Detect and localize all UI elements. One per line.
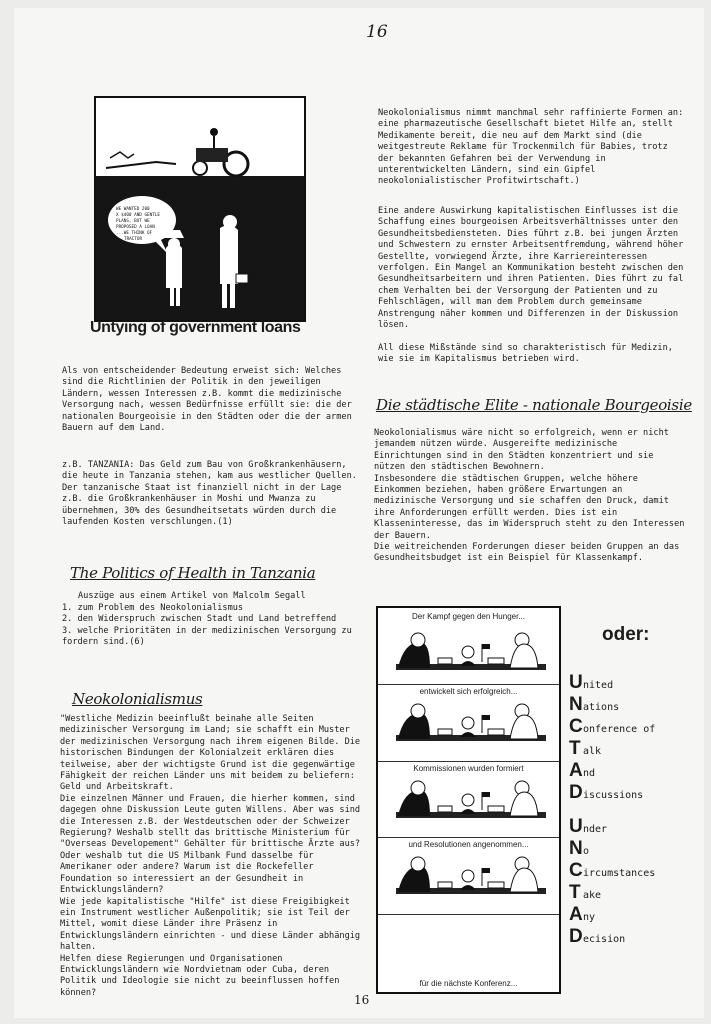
politics-list bbox=[62, 603, 364, 649]
neokolonialismus-heading: Neokolonialismus bbox=[72, 690, 203, 708]
acronym-row bbox=[569, 738, 699, 760]
acronym-word: nited bbox=[583, 680, 614, 691]
acronym-letter: T bbox=[569, 738, 581, 759]
panel-caption: und Resolutionen angenommen... bbox=[408, 840, 529, 850]
cartoon-drawing bbox=[96, 98, 304, 320]
acronym-row bbox=[569, 716, 699, 738]
cartoon-panel bbox=[378, 915, 559, 992]
acronym-letter: A bbox=[569, 904, 583, 925]
list-item: 2. den Widerspruch zwischen Stadt und Land betreffend bbox=[62, 614, 337, 625]
delegates-drawing bbox=[378, 608, 559, 685]
acronym-letter: U bbox=[569, 672, 583, 693]
svg-text:X $400 AND GENTLE: X $400 AND GENTLE bbox=[116, 213, 160, 218]
delegates-drawing bbox=[378, 838, 559, 915]
list-item: 3. welche Prioritäten in der medizinischen Versorgung zu fordern sind.(6) bbox=[62, 625, 352, 648]
acronym-letter: T bbox=[569, 882, 581, 903]
acronym-row bbox=[569, 882, 699, 904]
cartoon-panel bbox=[378, 762, 559, 839]
cartoon-panel bbox=[378, 608, 559, 685]
acronym-word: ations bbox=[583, 702, 620, 713]
panel-caption: entwickelt sich erfolgreich... bbox=[419, 686, 518, 696]
delegates-drawing bbox=[378, 762, 559, 839]
intro-paragraph: Als von entscheidender Bedeutung erweist sich: Welches sind die Richtlinien der Politik in den jeweiligen Ländern, wessen Interessen z.B. kommt die medizinische Versorgung nach, wessen Bedürfnisse erfüllt sie: die der nationalen Bourgeoisie in den Städten oder die der armen Bauern auf dem Land. bbox=[62, 366, 352, 434]
acronym-row bbox=[569, 694, 699, 716]
acronym-row bbox=[569, 860, 699, 882]
acronym-row bbox=[569, 926, 699, 948]
elite-heading: Die städtische Elite - nationale Bourgeoisie bbox=[376, 396, 692, 414]
acronym-word: nd bbox=[583, 768, 596, 779]
acronym-word: o bbox=[583, 846, 590, 857]
svg-text:PROPOSED A LOAN: PROPOSED A LOAN bbox=[116, 225, 155, 230]
right-paragraph-2: Eine andere Auswirkung kapitalistischen Einflusses ist die Schaffung eines bourgeoisen Arbeitsverhältnisses unter den Gesundheitsbediensteten. Dies führt z.B. bei jungen Ärzten und Schwestern zu ernster Arbeitsentfremdung, während höher Gestellte, vorwiegend Ärzte, ihre Karriereinteressen verfolgen. Ein Mangel an Kommunikation besteht zwischen den Gesundheitsarbeitern und ihren Patienten. Dies führt zu fal chem Verhalten bei der Versorgung der Patienten und zu Fehlschlägen, will man dem Problem durch gemeinsame Anstrengung näher kommen und Differenzen in der Diskussion lösen. bbox=[378, 206, 684, 331]
acronym-letter: N bbox=[569, 838, 583, 859]
acronym-letter: C bbox=[569, 716, 583, 737]
cartoon-panels bbox=[378, 608, 559, 992]
cartoon-panel bbox=[378, 685, 559, 762]
acronym-word: nder bbox=[583, 824, 608, 835]
svg-text:...WE THINK OF: ...WE THINK OF bbox=[116, 231, 153, 236]
acronym-word: alk bbox=[583, 746, 602, 757]
page-number: 16 bbox=[354, 993, 370, 1007]
svg-text:TRACTOR: TRACTOR bbox=[124, 237, 143, 242]
acronym-letter: A bbox=[569, 760, 583, 781]
politics-of-health-heading: The Politics of Health in Tanzania bbox=[70, 564, 316, 582]
right-paragraph-1: Neokolonialismus nimmt manchmal sehr raffinierte Formen an: eine pharmazeutische Gesellschaft bietet Hilfe an, stellt Medikamente bereit, die neu auf dem Markt sind (die weitgestreute Reklame für Trockenmilch für Babies, trotz der bekannten Gefahren bei der Verwendung in unterentwickelten Ländern, sind ein Gipfel neokolonialistischer Profitwirtschaft.) bbox=[378, 108, 684, 187]
acronym-word: ircumstances bbox=[583, 868, 656, 879]
conference-cartoon-strip bbox=[376, 606, 561, 994]
cartoon-panel bbox=[378, 838, 559, 915]
unctad-acronym-1 bbox=[569, 672, 699, 804]
cartoon-caption: Untying of government loans bbox=[90, 319, 301, 336]
acronym-row bbox=[569, 672, 699, 694]
list-item: 1. zum Problem des Neokolonialismus bbox=[62, 603, 244, 613]
acronym-row bbox=[569, 838, 699, 860]
document-page bbox=[14, 8, 704, 1018]
panel-caption: Kommissionen wurden formiert bbox=[413, 763, 524, 773]
unctad-acronym-2 bbox=[569, 816, 699, 948]
handwritten-page-number: 16 bbox=[366, 22, 388, 42]
acronym-row bbox=[569, 782, 699, 804]
acronym-row bbox=[569, 760, 699, 782]
elite-text: Neokolonialismus wäre nicht so erfolgreich, wenn er nicht jemandem nützen würde. Ausgereifte medizinische Einrichtungen sind in den Städten konzentriert und sie nützen den städtischen Bewohnern. Insbesondere die städtischen Gruppen, welche höhere Einkommen beziehen, haben größere Erwartungen an medizinische Versorgung und sie schaffen den Druck, damit ihre Anforderungen erfüllt werden. Dies ist ein Klasseninteresse, das im Widerspruch steht zu den Interessen der Bauern. Die weitreichenden Forderungen dieser beiden Gruppen an das Gesundheitsbudget ist ein Beispiel für Klassenkampf. bbox=[374, 428, 685, 564]
neokolonialismus-text: "Westliche Medizin beeinflußt beinahe alle Seiten medizinischer Versorgung im Land; sie schafft ein Muster der medizinischen Versorgung nach ihrem eigenen Bilde. Die historischen Bindungen der Kolonialzeit erklären dies teilweise, aber der wichtigste Grund ist die gegenwärtige Fähigkeit der reichen Länder uns mit beidem zu beliefern: Geld und Arbeitskraft. Die einzelnen Männer und Frauen, die hierher kommen, sind dagegen ohne Diskussion Leute guten Willens. Aber was sind die Interessen z.B. der Westdeutschen oder der Schweizer Regierung? Weshalb stellt das brittische Ministerium für "Overseas Developement" Gehälter für brittische Ärzte aus? Oder weshalb tut die US Milbank Fund dasselbe für Amerikaner oder andere? Warum ist die Rockefeller Foundation so interessiert an der Gesundheit in Entwicklungsländern? Wie jede kapitalistische "Hilfe" ist diese Freigibigkeit ein Instrument westlicher Außenpolitik; sie ist Teil der Mittel, womit diese Länder ihre Präsenz in Entwicklungsländern einrichten - und diese Länder abhängig halten. Helfen diese Regierungen und Organisationen Entwicklungsländern wie Nordvietnam oder Cuba, deren Politik und Ideologie sie nicht zu beeinflussen hoffen können? bbox=[60, 714, 361, 998]
panel-caption: Der Kampf gegen den Hunger... bbox=[412, 612, 525, 621]
acronym-word: ecision bbox=[583, 934, 626, 945]
acronym-letter: C bbox=[569, 860, 583, 881]
acronym-letter: U bbox=[569, 816, 583, 837]
acronym-letter: N bbox=[569, 694, 583, 715]
acronym-row bbox=[569, 816, 699, 838]
untying-loans-cartoon bbox=[94, 96, 306, 322]
svg-text:WE WANTED 200: WE WANTED 200 bbox=[116, 207, 150, 212]
acronym-letter: D bbox=[569, 926, 583, 947]
svg-text:PLANS, BUT WE: PLANS, BUT WE bbox=[116, 219, 150, 224]
oder-label: oder: bbox=[602, 624, 650, 645]
acronym-letter: D bbox=[569, 782, 583, 803]
acronym-word: iscussions bbox=[583, 790, 644, 801]
acronym-word: ake bbox=[583, 890, 602, 901]
acronym-row bbox=[569, 904, 699, 926]
tanzania-paragraph: z.B. TANZANIA: Das Geld zum Bau von Großkrankenhäusern, die heute in Tanzania stehen, kam aus westlicher Quellen. Der tanzanische Staat ist finanziell nicht in der Lage z.B. die Großkrankenhäuser in Moshi und Mwanza zu übernehmen, 30% des Gesundheitsetats würden durch die laufenden Kosten verschlungen.(1) bbox=[62, 460, 357, 528]
delegates-drawing bbox=[378, 685, 559, 762]
right-paragraph-3: All diese Mißstände sind so charakteristisch für Medizin, wie sie im Kapitalismus betrieben wird. bbox=[378, 343, 673, 365]
politics-intro: Auszüge aus einem Artikel von Malcolm Segall bbox=[78, 591, 306, 601]
acronym-word: ny bbox=[583, 912, 596, 923]
panel-caption: für die nächste Konferenz... bbox=[419, 978, 518, 988]
acronym-word: onference of bbox=[583, 724, 656, 735]
